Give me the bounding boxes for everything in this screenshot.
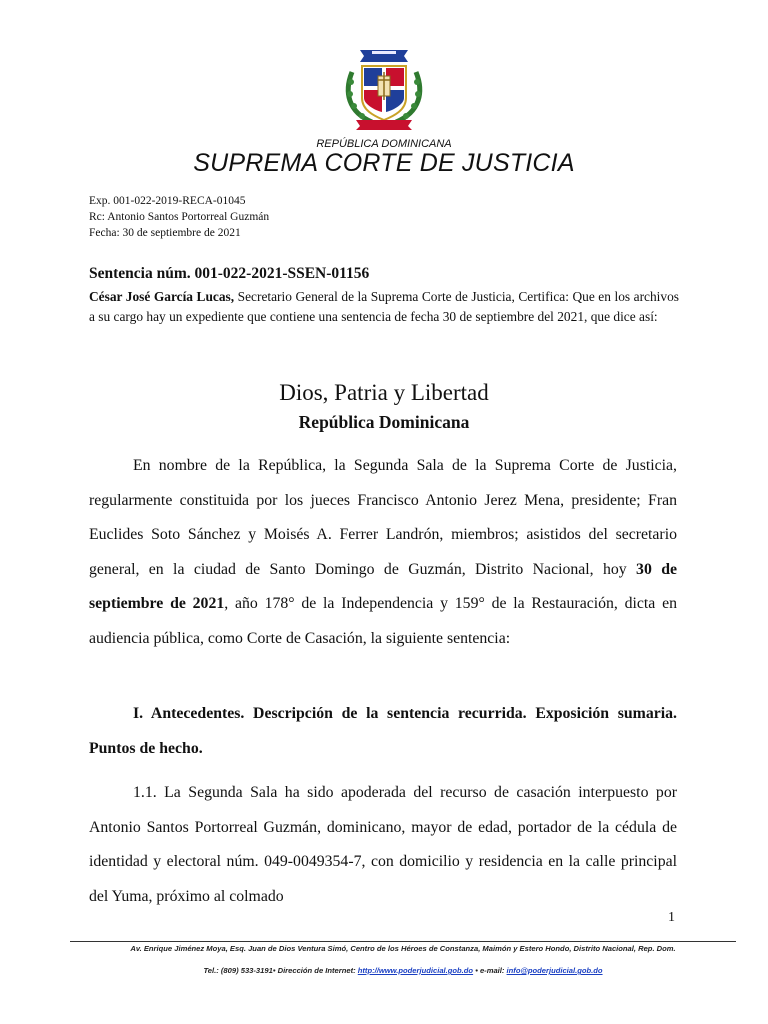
body-paragraph-text: 1.1. La Segunda Sala ha sido apoderada del recurso de casación interpuesto por Antonio Santos Portorreal Guzmán, dominicano, mayor de edad, portador de la cédula de identidad y electoral núm. 049-0049354-7, con domicilio y residencia en la calle principal del Yuma, próximo al colmado bbox=[89, 784, 677, 905]
hearing-date: 30 de septiembre de 2021 bbox=[89, 560, 677, 612]
section-heading-text: I. Antecedentes. Descripción de la sentencia recurrida. Exposición sumaria. Puntos de hecho. bbox=[89, 705, 677, 757]
coat-of-arms-icon bbox=[342, 42, 426, 130]
footer-address: Av. Enrique Jiménez Moya, Esq. Juan de Dios Ventura Simó, Centro de los Héroes de Constanza, Maimón y Estero Hondo, Distrito Nacional, Rep. Dom. bbox=[130, 944, 676, 953]
case-meta bbox=[89, 193, 269, 241]
footer-tel: Tel.: (809) 533-3191• Dirección de Internet: bbox=[203, 966, 358, 975]
page-number: 1 bbox=[668, 910, 675, 925]
court-title: SUPREMA CORTE DE JUSTICIA bbox=[193, 149, 575, 177]
opening-paragraph bbox=[89, 449, 677, 656]
footer-divider bbox=[70, 941, 736, 942]
case-date: Fecha: 30 de septiembre de 2021 bbox=[89, 227, 241, 239]
secretary-name: César José García Lucas, bbox=[89, 289, 235, 304]
opening-text-a: En nombre de la República, la Segunda Sala de la Suprema Corte de Justicia, regularmente constituida por los jueces Francisco Antonio Jerez Mena, presidente; Fran Euclides Soto Sánchez y Moisés A. Ferrer Landrón, miembros; asistidos del secretario general, en la ciudad de Santo Domingo de Guzmán, Distrito Nacional, hoy bbox=[89, 457, 677, 578]
sentencia-number: Sentencia núm. 001-022-2021-SSEN-01156 bbox=[89, 265, 370, 282]
expediente-number: Exp. 001-022-2019-RECA-01045 bbox=[89, 195, 246, 207]
recurrente: Rc: Antonio Santos Portorreal Guzmán bbox=[89, 211, 270, 223]
certification-text: Secretario General de la Suprema Corte de Justicia, Certifica: Que en los archivos a su cargo hay un expediente que contiene una sentencia de fecha 30 de septiembre del 2021, que dice así: bbox=[89, 289, 679, 324]
national-motto: Dios, Patria y Libertad bbox=[279, 380, 489, 405]
country-heading: REPÚBLICA DOMINICANA bbox=[316, 138, 452, 150]
republic-heading: República Dominicana bbox=[298, 412, 470, 432]
email-link[interactable]: info@poderjudicial.gob.do bbox=[506, 966, 603, 975]
certification-paragraph bbox=[89, 287, 679, 327]
opening-text-b: , año 178° de la Independencia y 159° de la Restauración, dicta en audiencia pública, como Corte de Casación, la siguiente sentencia: bbox=[89, 595, 678, 647]
website-link[interactable]: http://www.poderjudicial.gob.do bbox=[357, 966, 474, 975]
footer-email-label: • e-mail: bbox=[473, 966, 507, 975]
footer-contact bbox=[70, 966, 736, 975]
body-paragraph bbox=[89, 776, 677, 914]
section-heading bbox=[89, 697, 677, 766]
